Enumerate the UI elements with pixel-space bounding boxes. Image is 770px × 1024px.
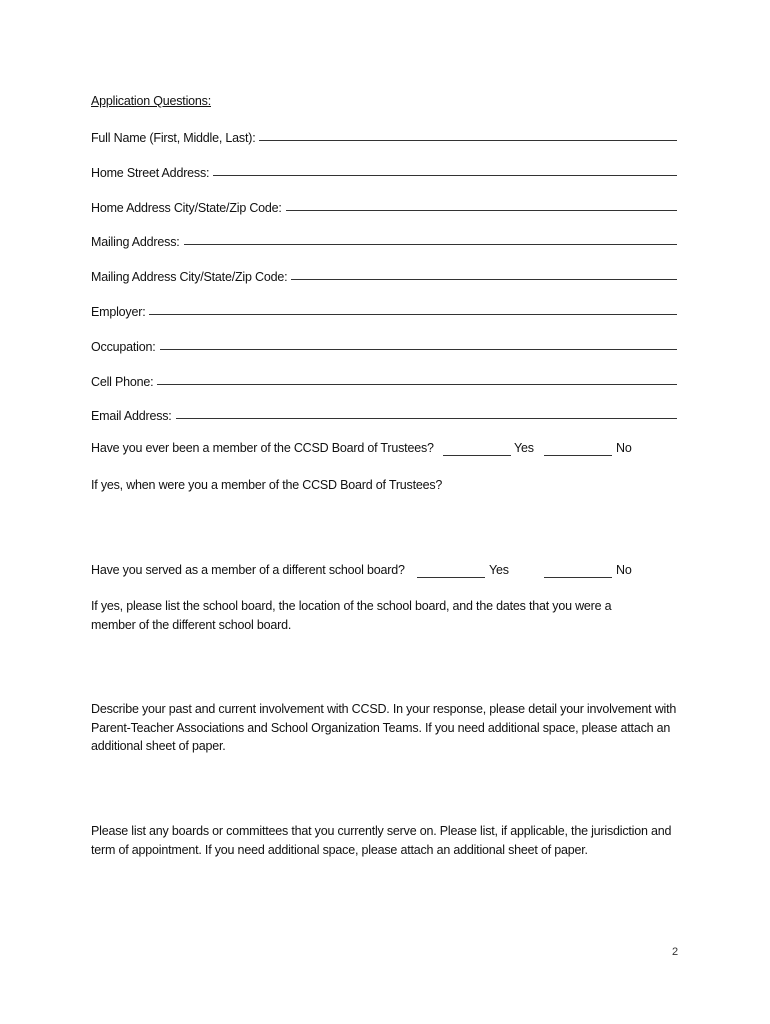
mailing-city-field[interactable]	[91, 266, 677, 284]
cell-phone-field[interactable]	[91, 371, 677, 389]
other-board-list-question: If yes, please list the school board, the location of the school board, and the dates that you were a member of the different school board.	[91, 599, 612, 632]
boards-committees-question: Please list any boards or committees that you currently serve on. Please list, if applicable, the jurisdiction and term of appointment. If you need additional space, please attach an additional sheet of paper.	[91, 824, 672, 857]
other-board-question: Have you served as a member of a different school board?	[91, 563, 405, 577]
employer-field[interactable]	[91, 301, 677, 319]
ccsd-member-yes-label: Yes	[514, 441, 534, 455]
ccsd-member-question: Have you ever been a member of the CCSD Board of Trustees?	[91, 441, 434, 455]
ccsd-member-yes-blank[interactable]	[443, 455, 511, 456]
home-city-label: Home Address City/State/Zip Code:	[91, 201, 282, 215]
page-number: 2	[672, 946, 679, 958]
other-board-no-label: No	[616, 563, 632, 577]
mailing-city-line[interactable]	[291, 279, 677, 280]
other-board-question-row	[91, 563, 677, 581]
full-name-label: Full Name (First, Middle, Last):	[91, 131, 256, 145]
home-street-line[interactable]	[213, 175, 677, 176]
email-label: Email Address:	[91, 409, 172, 423]
ccsd-member-when-question: If yes, when were you a member of the CCSD Board of Trustees?	[91, 478, 443, 492]
mailing-city-label: Mailing Address City/State/Zip Code:	[91, 270, 288, 284]
ccsd-member-question-row	[91, 441, 677, 459]
other-board-yes-label: Yes	[489, 563, 509, 577]
home-street-label: Home Street Address:	[91, 166, 210, 180]
section-heading: Application Questions:	[91, 94, 211, 108]
other-board-yes-blank[interactable]	[417, 577, 485, 578]
mailing-address-field[interactable]	[91, 231, 677, 249]
full-name-field[interactable]	[91, 127, 677, 145]
home-city-field[interactable]	[91, 197, 677, 215]
home-city-line[interactable]	[286, 210, 677, 211]
employer-label: Employer:	[91, 305, 146, 319]
email-field[interactable]	[91, 405, 677, 423]
cell-phone-line[interactable]	[157, 384, 677, 385]
occupation-field[interactable]	[91, 336, 677, 354]
occupation-line[interactable]	[160, 349, 677, 350]
employer-line[interactable]	[149, 314, 677, 315]
full-name-line[interactable]	[259, 140, 677, 141]
involvement-question: Describe your past and current involvement with CCSD. In your response, please detail your involvement with Parent-Teacher Associations and School Organization Teams. If you need additional space, please attach an additional sheet of paper.	[91, 702, 677, 753]
occupation-label: Occupation:	[91, 340, 156, 354]
mailing-address-label: Mailing Address:	[91, 235, 180, 249]
cell-phone-label: Cell Phone:	[91, 375, 154, 389]
other-board-no-blank[interactable]	[544, 577, 612, 578]
home-street-field[interactable]	[91, 162, 677, 180]
ccsd-member-no-blank[interactable]	[544, 455, 612, 456]
mailing-address-line[interactable]	[184, 244, 677, 245]
ccsd-member-no-label: No	[616, 441, 632, 455]
email-line[interactable]	[176, 418, 677, 419]
